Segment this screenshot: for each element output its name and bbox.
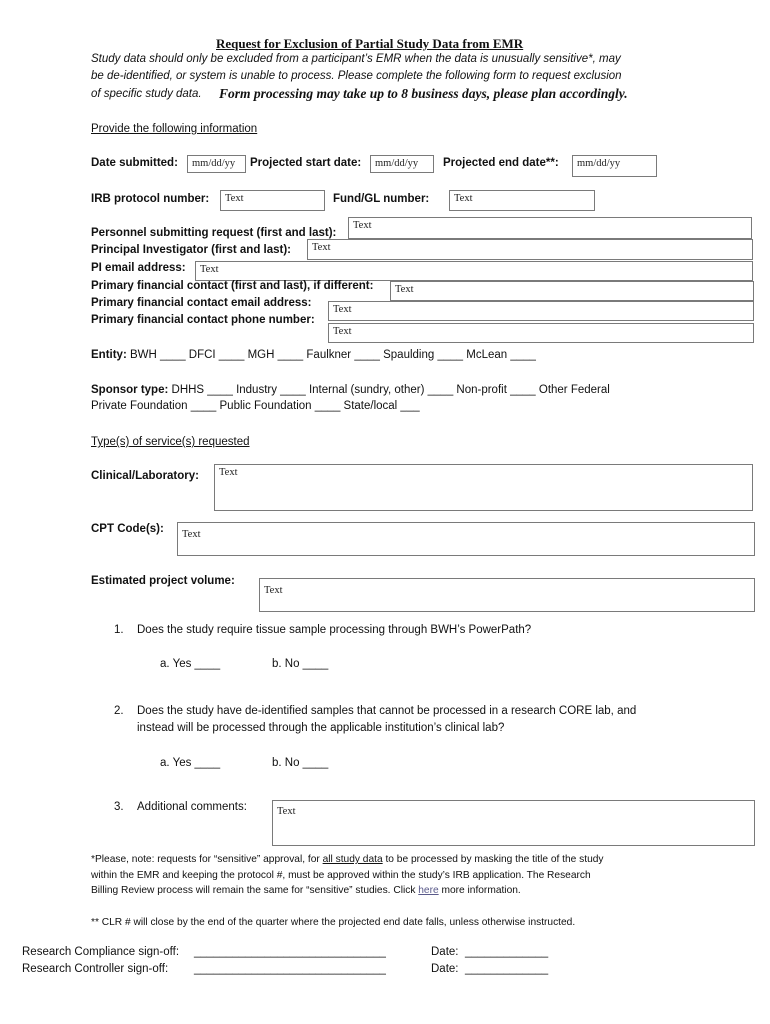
footnote-text-c: Billing Review process will remain the same for “sensitive” studies. Click — [91, 885, 419, 896]
q3-label: Additional comments: — [137, 801, 247, 813]
compliance-signoff-label: Research Compliance sign-off: — [22, 946, 180, 958]
fin-email-input[interactable]: Text — [328, 301, 754, 321]
volume-label: Estimated project volume: — [91, 575, 235, 587]
sponsor-options-line-1: DHHS ____ Industry ____ Internal (sundry, other) ____ Non-profit ____ Other Federal — [171, 384, 610, 396]
sponsor-options-line-2: Private Foundation ____ Public Foundation ____ State/local ___ — [91, 400, 420, 412]
q3-number: 3. — [114, 801, 124, 813]
q2-line-1: Does the study have de-identified samples that cannot be processed in a research CORE lab, and — [137, 705, 637, 717]
section-heading-info: Provide the following information — [91, 123, 258, 135]
date-submitted-label: Date submitted: — [91, 157, 178, 169]
compliance-signoff-line[interactable]: ______________________________ — [194, 946, 386, 958]
footnote-text-d: more information. — [438, 885, 521, 896]
end-date-input[interactable]: mm/dd/yy — [572, 155, 657, 177]
cpt-label: CPT Code(s): — [91, 523, 164, 535]
q1-number: 1. — [114, 624, 124, 636]
footnote-sensitive-line-1 — [91, 854, 604, 865]
fin-contact-label: Primary financial contact (first and last), if different: — [91, 280, 374, 292]
q2-line-2: instead will be processed through the applicable institution’s clinical lab? — [137, 722, 505, 734]
pi-email-input[interactable]: Text — [195, 261, 753, 281]
sponsor-row — [91, 384, 610, 396]
clinical-label: Clinical/Laboratory: — [91, 470, 199, 482]
controller-date-label: Date: — [431, 963, 459, 975]
fin-email-label: Primary financial contact email address: — [91, 297, 312, 309]
q2-option-no[interactable]: b. No ____ — [272, 757, 329, 769]
irb-input[interactable]: Text — [220, 190, 325, 211]
footnote-sensitive-line-3 — [91, 885, 521, 896]
here-link[interactable]: here — [418, 885, 439, 896]
clinical-input[interactable]: Text — [214, 464, 753, 511]
pi-input[interactable]: Text — [307, 239, 753, 260]
fund-label: Fund/GL number: — [333, 193, 430, 205]
volume-input[interactable]: Text — [259, 578, 755, 612]
intro-line-3: of specific study data. — [91, 88, 202, 100]
section-heading-services: Type(s) of service(s) requested — [91, 436, 250, 448]
fin-contact-input[interactable]: Text — [390, 281, 754, 301]
controller-signoff-line[interactable]: ______________________________ — [194, 963, 386, 975]
q2-number: 2. — [114, 705, 124, 717]
controller-date-line[interactable]: _____________ — [465, 963, 549, 975]
sponsor-label: Sponsor type: — [91, 384, 169, 396]
personnel-label: Personnel submitting request (first and last): — [91, 227, 337, 239]
intro-line-1: Study data should only be excluded from a participant’s EMR when the data is unusually sensitive*, may — [91, 53, 621, 65]
compliance-date-line[interactable]: _____________ — [465, 946, 549, 958]
cpt-input[interactable]: Text — [177, 522, 755, 556]
footnote-clr: ** CLR # will close by the end of the quarter where the projected end date falls, unless otherwise instructed. — [91, 917, 576, 928]
start-date-input[interactable]: mm/dd/yy — [370, 155, 434, 173]
entity-label: Entity: — [91, 349, 127, 361]
end-date-label: Projected end date**: — [443, 157, 559, 169]
q2-option-yes[interactable]: a. Yes ____ — [160, 757, 221, 769]
q1-option-yes[interactable]: a. Yes ____ — [160, 658, 221, 670]
fund-input[interactable]: Text — [449, 190, 595, 211]
controller-signoff-label: Research Controller sign-off: — [22, 963, 169, 975]
date-submitted-input[interactable]: mm/dd/yy — [187, 155, 246, 173]
comments-input[interactable]: Text — [272, 800, 755, 846]
start-date-label: Projected start date: — [250, 157, 362, 169]
fin-phone-input[interactable]: Text — [328, 323, 754, 343]
q1-text: Does the study require tissue sample processing through BWH’s PowerPath? — [137, 624, 532, 636]
footnote-text-a: *Please, note: requests for “sensitive” approval, for — [91, 854, 323, 865]
footnote-text-b: to be processed by masking the title of the study — [382, 854, 604, 865]
q1-option-no[interactable]: b. No ____ — [272, 658, 329, 670]
all-study-data-text: all study data — [322, 854, 383, 865]
pi-email-label: PI email address: — [91, 262, 186, 274]
irb-label: IRB protocol number: — [91, 193, 210, 205]
pi-label: Principal Investigator (first and last): — [91, 244, 292, 256]
compliance-date-label: Date: — [431, 946, 459, 958]
personnel-input[interactable]: Text — [348, 217, 752, 239]
intro-line-2: be de-identified, or system is unable to process. Please complete the following form to request exclusion — [91, 70, 622, 82]
entity-row — [91, 349, 536, 361]
entity-options: BWH ____ DFCI ____ MGH ____ Faulkner ____ Spaulding ____ McLean ____ — [129, 349, 536, 361]
footnote-sensitive-line-2: within the EMR and keeping the protocol #, must be approved within the study’s IRB application. The Research — [91, 870, 591, 881]
page-title: Request for Exclusion of Partial Study Data from EMR — [216, 36, 524, 51]
processing-note: Form processing may take up to 8 business days, please plan accordingly. — [219, 86, 628, 101]
fin-phone-label: Primary financial contact phone number: — [91, 314, 315, 326]
